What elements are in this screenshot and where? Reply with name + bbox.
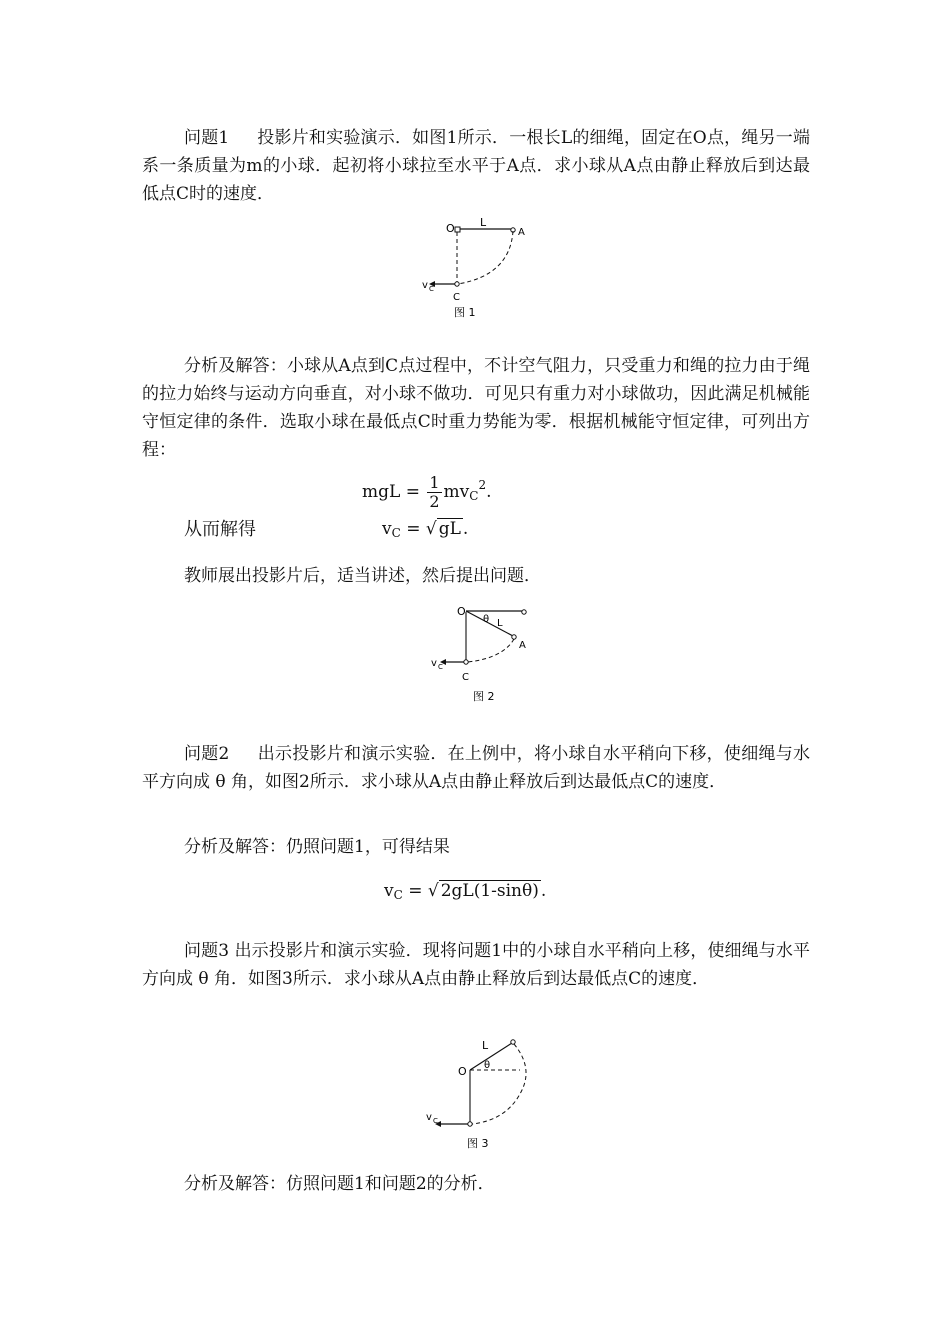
string-line xyxy=(466,611,513,636)
figure-2 xyxy=(425,598,545,710)
figure-3-caption: 图 3 xyxy=(467,1137,489,1150)
label-v-sub: C xyxy=(438,663,443,671)
figure-2-caption: 图 2 xyxy=(473,690,495,703)
question-3-label: 问题3 xyxy=(184,941,230,961)
equation-2 xyxy=(382,519,468,540)
question-3-text: 出示投影片和演示实验．现将问题1中的小球自水平稍向上移，使细绳与水平方向成 θ 角．如图3所示．求小球从A点由静止释放后到达最低点C的速度． xyxy=(142,941,810,989)
eq3-end: . xyxy=(540,881,547,901)
label-c: C xyxy=(453,292,460,303)
figure-1 xyxy=(420,215,540,325)
question-3 xyxy=(142,937,810,993)
label-a: A xyxy=(518,227,525,238)
analysis-1: 分析及解答：小球从A点到C点过程中，不计空气阻力，只受重力和绳的拉力由于绳的拉力始终与运动方向垂直，对小球不做功．可见只有重力对小球做功，因此满足机械能守恒定律的条件．选取小球在最低点C时重力势能为零．根据机械能守恒定律，可列出方程： xyxy=(142,356,810,460)
analysis-3: 分析及解答：仿照问题1和问题2的分析． xyxy=(184,1174,495,1194)
eq1-end: . xyxy=(486,482,492,502)
figure-1-caption: 图 1 xyxy=(454,306,476,319)
question-2 xyxy=(142,740,810,796)
label-v-sub: C xyxy=(429,285,434,293)
eq1-lhs: mgL = xyxy=(362,482,420,502)
question-2-text: 出示投影片和演示实验．在上例中，将小球自水平稍向下移，使细绳与水平方向成 θ 角，如图2所示．求小球从A点由静止释放后到达最低点C的速度． xyxy=(142,744,810,792)
sqrt-sign: √ xyxy=(425,519,437,539)
eq1-sub: C xyxy=(469,489,479,503)
label-v: v xyxy=(422,280,428,291)
ball-a xyxy=(512,635,516,639)
figure-3 xyxy=(418,1032,548,1157)
ball-c xyxy=(455,282,459,286)
label-l: L xyxy=(482,1039,489,1052)
swing-arc xyxy=(458,231,513,284)
label-theta: θ xyxy=(484,1060,491,1071)
fraction-denominator: 2 xyxy=(429,492,440,511)
eq1-sup: 2 xyxy=(478,478,487,492)
equation-3 xyxy=(384,881,546,902)
label-v: v xyxy=(426,1112,432,1123)
label-v: v xyxy=(431,658,437,669)
swing-arc xyxy=(472,1044,526,1124)
label-v-sub: C xyxy=(433,1117,438,1125)
question-1 xyxy=(142,124,810,208)
pivot-point xyxy=(455,227,460,232)
question-1-text: 投影片和实验演示．如图1所示．一根长L的细绳，固定在O点，绳另一端系一条质量为m的小球．起初将小球拉至水平于A点．求小球从A点由静止释放后到达最低点C时的速度． xyxy=(142,128,810,204)
eq3-equals: = xyxy=(408,881,423,901)
label-l: L xyxy=(497,618,503,629)
analysis-2: 分析及解答：仍照问题1，可得结果 xyxy=(184,837,450,857)
ball-start xyxy=(522,610,526,614)
label-l: L xyxy=(480,216,487,229)
equation-1 xyxy=(362,474,492,511)
eq1-rhs: mv xyxy=(443,482,470,502)
label-o: O xyxy=(457,605,466,618)
string-line xyxy=(470,1043,512,1070)
eq3-sub: C xyxy=(393,888,403,902)
label-o: O xyxy=(446,222,455,235)
teacher-note: 教师展出投影片后，适当讲述，然后提出问题． xyxy=(184,566,541,586)
question-2-label: 问题2 xyxy=(184,744,230,764)
fraction xyxy=(427,474,441,511)
label-c: C xyxy=(462,672,469,683)
ball-c xyxy=(468,1122,472,1126)
eq2-end: . xyxy=(462,519,469,539)
label-o: O xyxy=(458,1065,467,1078)
eq3-lhs: v xyxy=(384,881,394,901)
label-a: A xyxy=(519,640,526,651)
eq2-radicand: gL xyxy=(438,519,461,539)
label-theta: θ xyxy=(483,614,490,625)
eq3-radicand: 2gL(1-sinθ) xyxy=(440,881,539,901)
sqrt-sign: √ xyxy=(427,881,439,901)
ball-c xyxy=(464,660,468,664)
swing-arc xyxy=(468,639,514,662)
eq2-equals: = xyxy=(406,519,421,539)
eq2-sub: C xyxy=(391,526,401,540)
fraction-numerator: 1 xyxy=(429,473,440,492)
eq2-lhs: v xyxy=(382,519,392,539)
question-1-label: 问题1 xyxy=(184,128,230,148)
solve-label: 从而解得 xyxy=(184,519,256,540)
ball-a xyxy=(511,1040,515,1044)
